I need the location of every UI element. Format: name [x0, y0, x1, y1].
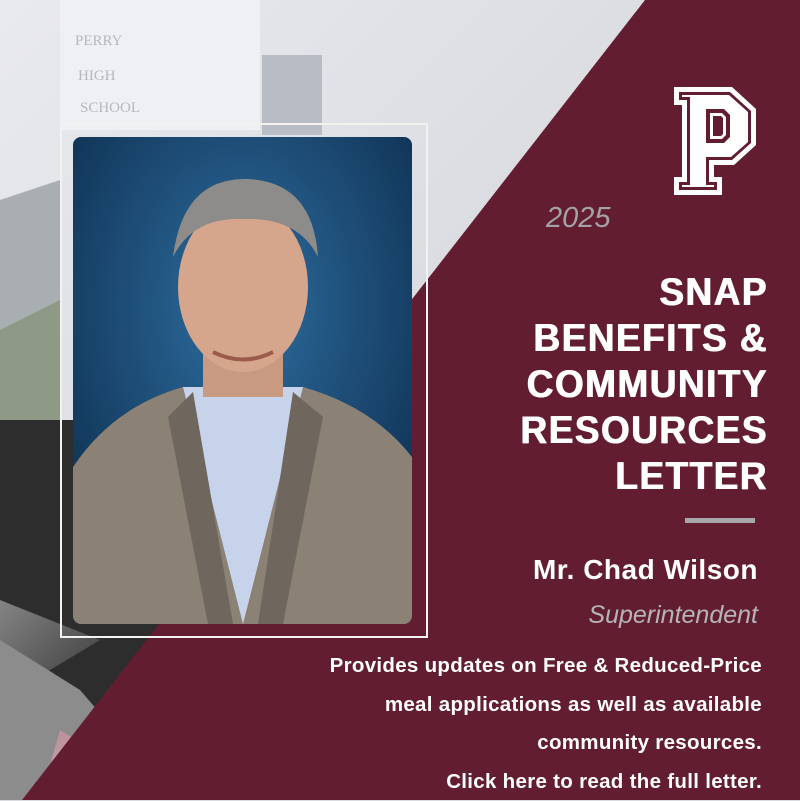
title-line: RESOURCES: [520, 408, 768, 454]
svg-text:HIGH: HIGH: [78, 68, 116, 84]
description-line: Provides updates on Free & Reduced-Price: [330, 647, 762, 686]
year-label: 2025: [546, 202, 611, 235]
letter-title: [520, 270, 768, 500]
read-full-letter-link[interactable]: Click here to read the full letter.: [330, 763, 762, 801]
superintendent-photo: [73, 137, 412, 624]
title-line: LETTER: [520, 454, 768, 500]
person-role: Superintendent: [588, 601, 758, 630]
description-line: community resources.: [330, 724, 762, 763]
title-line: SNAP: [520, 270, 768, 316]
person-name: Mr. Chad Wilson: [533, 554, 758, 586]
svg-text:SCHOOL: SCHOOL: [80, 100, 140, 116]
description-line: meal applications as well as available: [330, 686, 762, 725]
building-sign: PERRY: [75, 33, 123, 49]
description: [330, 647, 762, 801]
school-logo-p-icon: [672, 85, 758, 197]
title-line: COMMUNITY: [520, 362, 768, 408]
divider: [685, 518, 755, 523]
title-line: BENEFITS &: [520, 316, 768, 362]
